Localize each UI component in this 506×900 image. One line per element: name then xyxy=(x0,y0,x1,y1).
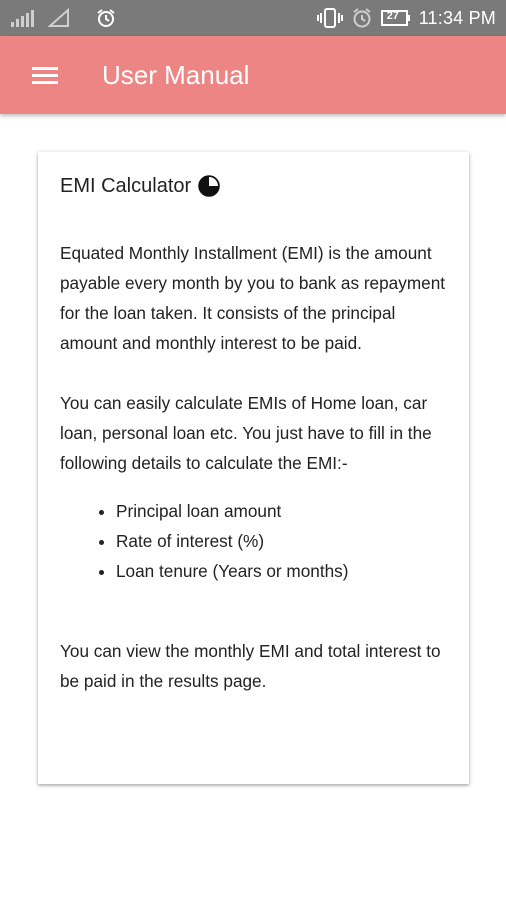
no-signal-icon xyxy=(48,8,70,28)
menu-icon xyxy=(32,65,58,85)
status-right xyxy=(317,7,496,29)
battery-icon xyxy=(381,9,411,27)
alarm-icon xyxy=(351,7,373,29)
list-item: • Principal loan amount xyxy=(116,496,447,526)
status-left xyxy=(10,8,116,28)
alarm-icon xyxy=(96,8,116,28)
app-title: User Manual xyxy=(102,59,250,90)
details-list xyxy=(60,496,447,586)
status-bar xyxy=(0,0,506,36)
signal-icon xyxy=(10,8,36,28)
vibrate-icon xyxy=(317,7,343,29)
pie-chart-icon xyxy=(197,174,221,198)
menu-button[interactable] xyxy=(0,36,90,114)
paragraph-intro: Equated Monthly Installment (EMI) is the amount payable every month by you to bank as repayment for the loan taken. It consists of the principal amount and monthly interest to be paid. xyxy=(60,243,446,353)
spacer xyxy=(60,616,447,636)
card-title: EMI Calculator xyxy=(60,174,192,197)
paragraph-instructions: You can easily calculate EMIs of Home loan, car loan, personal loan etc. You just have to fill in the following details to calculate the EMI:- xyxy=(60,393,432,473)
manual-card xyxy=(38,152,469,784)
card-title-row xyxy=(60,174,447,198)
status-time: 11:34 PM xyxy=(418,7,496,28)
battery-level: 27 xyxy=(386,10,399,22)
paragraph-results: You can view the monthly EMI and total interest to be paid in the results page. xyxy=(60,641,441,691)
app-bar xyxy=(0,36,506,114)
list-item: • Rate of interest (%) xyxy=(116,526,447,556)
list-item: • Loan tenure (Years or months) xyxy=(116,556,447,586)
